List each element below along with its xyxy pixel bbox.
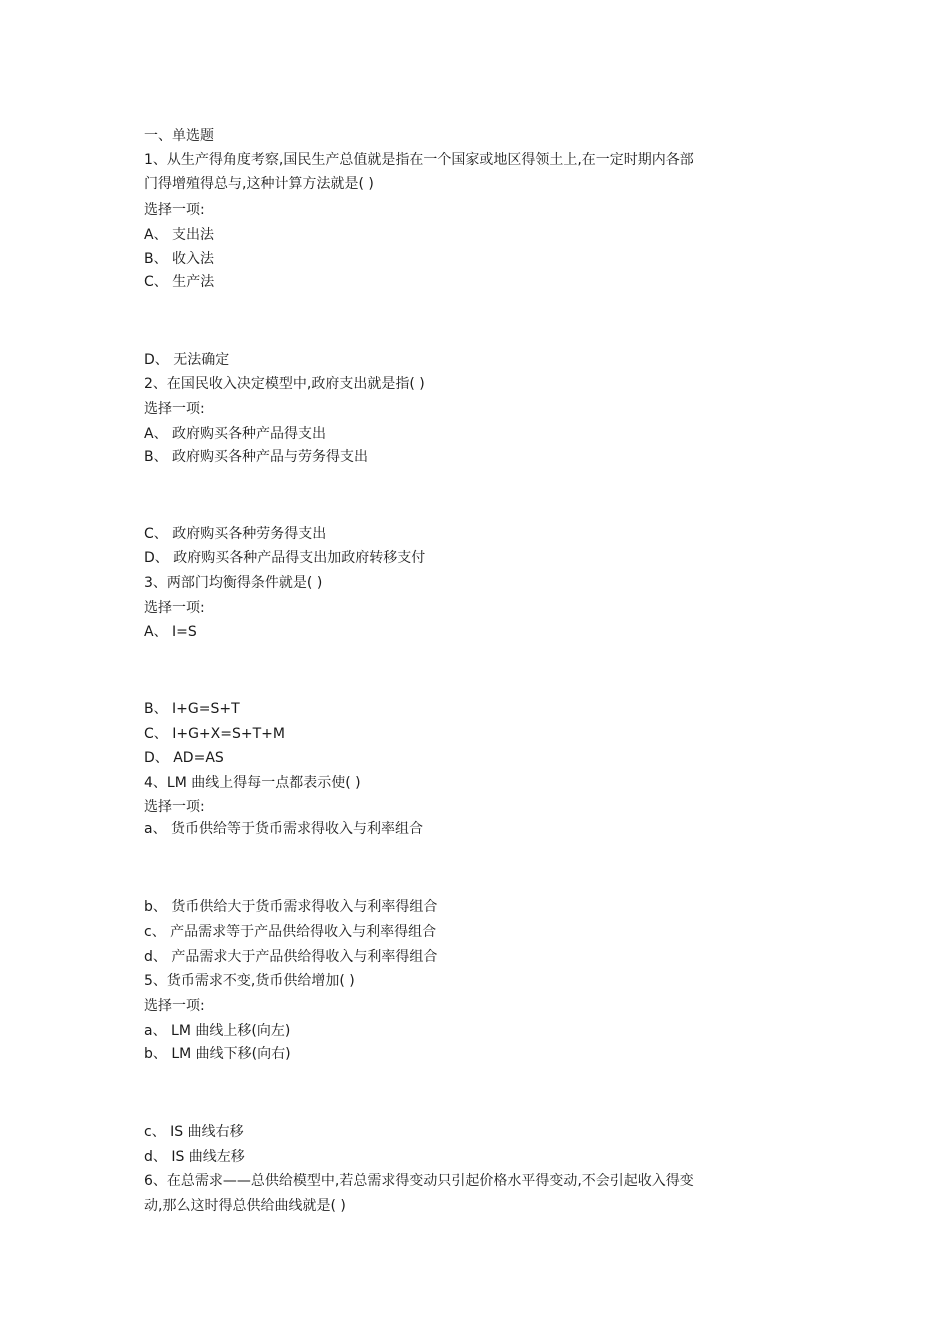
question-5-option-b: b、 LM 曲线下移(向右) — [144, 1046, 291, 1062]
question-5-text: 5、货币需求不变,货币供给增加( ) — [144, 973, 355, 989]
question-4-prompt: 选择一项: — [144, 799, 205, 815]
question-1-prompt: 选择一项: — [144, 202, 205, 218]
question-1-option-a: A、 支出法 — [144, 227, 215, 243]
question-2-text: 2、在国民收入决定模型中,政府支出就是指( ) — [144, 376, 425, 392]
question-4-option-d: d、 产品需求大于产品供给得收入与利率得组合 — [144, 949, 438, 965]
question-2-option-a: A、 政府购买各种产品得支出 — [144, 426, 327, 442]
question-5-option-c: c、 IS 曲线右移 — [144, 1124, 244, 1140]
question-3-option-b: B、 I+G=S+T — [144, 701, 240, 717]
question-1-text: 1、从生产得角度考察,国民生产总值就是指在一个国家或地区得领土上,在一定时期内各部 — [144, 152, 694, 168]
question-4-option-a: a、 货币供给等于货币需求得收入与利率组合 — [144, 821, 424, 837]
question-5-prompt: 选择一项: — [144, 998, 205, 1014]
question-3-option-c: C、 I+G+X=S+T+M — [144, 726, 285, 742]
question-1-text-cont: 门得增殖得总与,这种计算方法就是( ) — [144, 176, 374, 192]
question-2-option-c: C、 政府购买各种劳务得支出 — [144, 526, 327, 542]
section-heading: 一、单选题 — [144, 128, 214, 144]
question-4-option-c: c、 产品需求等于产品供给得收入与利率得组合 — [144, 924, 437, 940]
question-2-option-d: D、 政府购买各种产品得支出加政府转移支付 — [144, 550, 426, 566]
question-5-option-a: a、 LM 曲线上移(向左) — [144, 1023, 291, 1039]
question-4-text: 4、LM 曲线上得每一点都表示使( ) — [144, 775, 361, 791]
question-6-text-cont: 动,那么这时得总供给曲线就是( ) — [144, 1198, 346, 1214]
question-1-option-b: B、 收入法 — [144, 251, 215, 267]
question-1-option-d: D、 无法确定 — [144, 352, 230, 368]
question-2-option-b: B、 政府购买各种产品与劳务得支出 — [144, 449, 369, 465]
question-3-option-a: A、 I=S — [144, 624, 197, 640]
question-4-option-b: b、 货币供给大于货币需求得收入与利率得组合 — [144, 899, 438, 915]
question-5-option-d: d、 IS 曲线左移 — [144, 1149, 245, 1165]
question-1-option-c: C、 生产法 — [144, 274, 215, 290]
question-6-text: 6、在总需求——总供给模型中,若总需求得变动只引起价格水平得变动,不会引起收入得变 — [144, 1173, 694, 1189]
question-3-text: 3、两部门均衡得条件就是( ) — [144, 575, 323, 591]
question-2-prompt: 选择一项: — [144, 401, 205, 417]
question-3-option-d: D、 AD=AS — [144, 750, 224, 766]
question-3-prompt: 选择一项: — [144, 600, 205, 616]
